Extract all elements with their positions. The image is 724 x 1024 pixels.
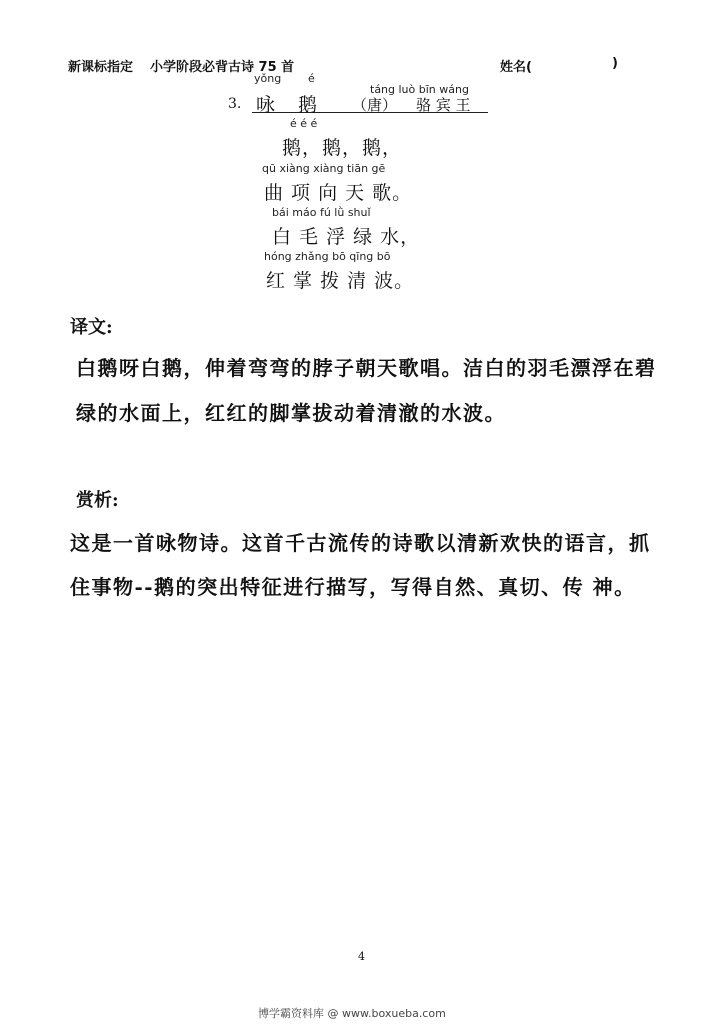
- translation-line-1: 白鹅呀白鹅，伸着弯弯的脖子朝天歌唱。洁白的羽毛漂浮在碧: [76, 356, 657, 380]
- appreciation-label: 赏析:: [76, 490, 119, 511]
- header-name-close: ): [612, 56, 618, 71]
- translation-line-2: 绿的水面上，红红的脚掌拔动着清澈的水波。: [76, 401, 506, 425]
- poem-line-3-pinyin: bái máo fú lǜ shuǐ: [272, 206, 371, 219]
- author-pinyin: táng luò bīn wáng: [370, 83, 469, 96]
- poem-number: 3.: [228, 96, 242, 112]
- poem-line-2: 曲 项 向 天 歌。: [264, 182, 413, 204]
- poem-dynasty: （唐）: [352, 96, 398, 114]
- header-series: 新课标指定: [68, 60, 134, 75]
- poem-title-char-2: 鹅: [298, 94, 318, 116]
- header-collection: 小学阶段必背古诗 75 首: [150, 60, 295, 75]
- header-name-label: 姓名(: [500, 60, 532, 75]
- poem-line-4: 红 掌 拨 清 波。: [266, 270, 415, 292]
- title-pinyin-1: yǒng: [254, 72, 282, 85]
- translation-label: 译文:: [70, 317, 113, 338]
- poem-line-3: 白 毛 浮 绿 水，: [272, 226, 421, 248]
- appreciation-line-2: 住事物--鹅的突出特征进行描写，写得自然、真切、传 神。: [70, 575, 636, 599]
- poem-title-char-1: 咏: [256, 94, 276, 116]
- poem-line-1: 鹅，鹅，鹅，: [282, 137, 403, 159]
- poem-line-2-pinyin: qū xiàng xiàng tiān gē: [262, 162, 386, 175]
- poem-line-4-pinyin: hóng zhǎng bō qīng bō: [264, 250, 391, 263]
- appreciation-line-1: 这是一首咏物诗。这首千古流传的诗歌以清新欢快的语言，抓: [70, 531, 651, 555]
- title-pinyin-2: é: [308, 72, 315, 85]
- page-number: 4: [358, 950, 365, 963]
- poem-line-1-pinyin: é é é: [290, 117, 318, 130]
- footer-watermark: 博学霸资料库 @ www.boxueba.com: [258, 1007, 446, 1020]
- poem-author: 骆 宾 王: [416, 96, 471, 114]
